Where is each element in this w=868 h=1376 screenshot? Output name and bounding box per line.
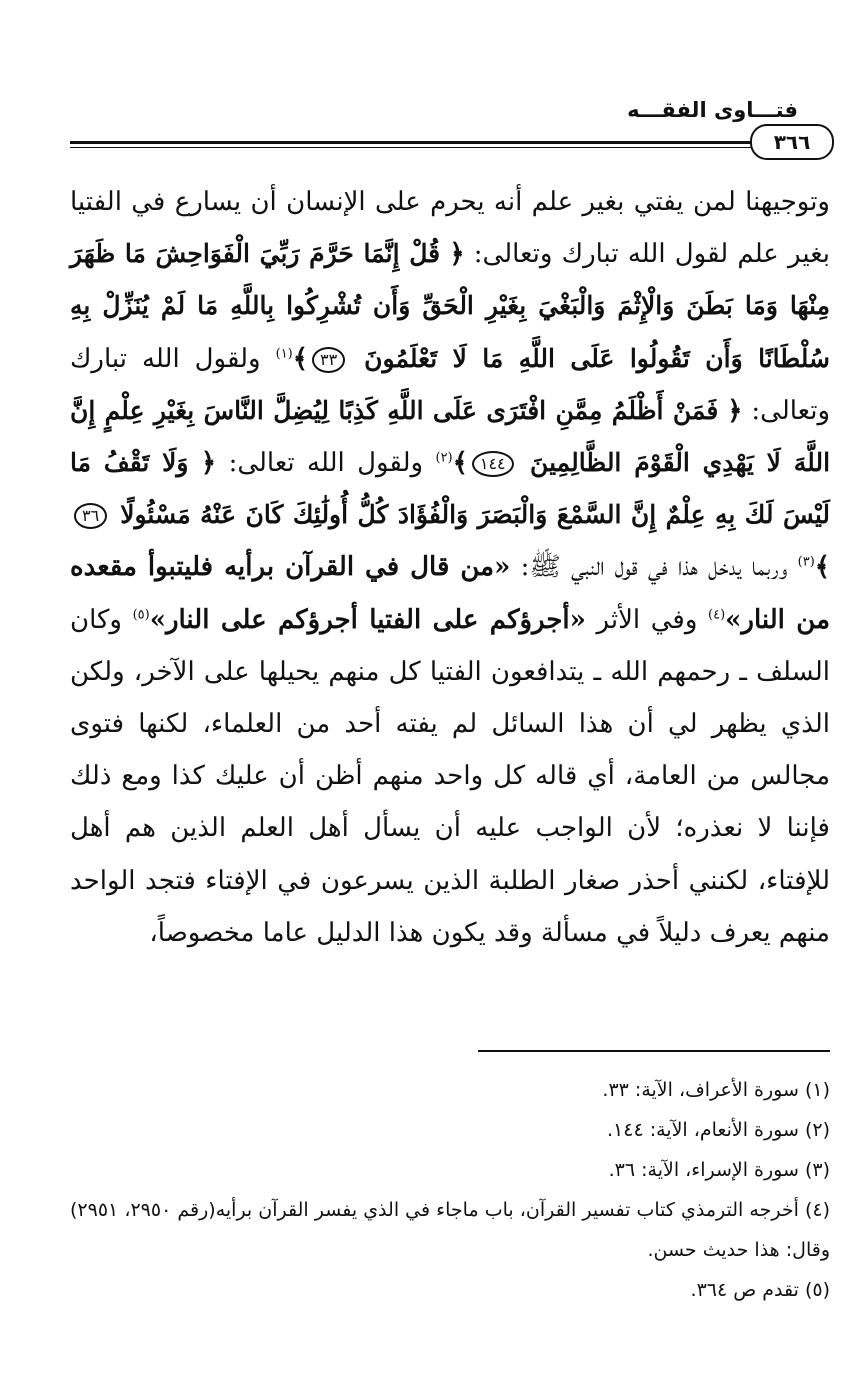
footnote-ref: (٣) [797,554,815,570]
athar-quote: «أجرؤكم على الفتيا أجرؤكم على النار» [149,604,586,635]
ayah-number: ٣٣ [312,347,345,373]
footnote: (١) سورة الأعراف، الآية: ٣٣. [602,1079,830,1101]
quran-verse: فَمَنْ أَظْلَمُ مِمَّنِ افْتَرَى عَلَى اللَّهِ كَذِبًا لِيُضِلَّ النَّاسَ بِغَيْرِ عِلْمٍ إِنَّ اللَّهَ لَا يَهْدِي الْقَوْمَ الظَّالِمِينَ [70,395,831,478]
quran-bracket-open: ﴿ [449,239,465,270]
footnote-ref: (٤) [708,606,726,622]
ayah-number: ١٤٤ [472,451,514,477]
quran-bracket-close: ﴾ [814,552,831,583]
quran-bracket-open: ﴿ [727,395,743,426]
footnote-separator [478,1050,830,1052]
body-text: ولقول الله تعالى: [228,448,424,479]
body-text: وربما يدخل هذا في قول النبي ﷺ: [520,552,788,583]
main-text [70,176,830,959]
footnote: (٣) سورة الإسراء، الآية: ٣٦. [608,1159,830,1181]
quran-bracket-open: ﴿ [200,448,217,479]
intro-text: وتوجيهنا لمن يفتي بغير علم أنه يحرم على الإنسان أن يسارع في الفتيا بغير علم لقول الله تبارك وتعالى: [70,187,831,270]
quran-bracket-close: ﴾ [292,343,308,374]
footnote-ref: (٢) [435,450,453,466]
quran-bracket-close: ﴾ [452,448,468,479]
quran-verse: قُلْ إِنَّمَا حَرَّمَ رَبِّيَ الْفَوَاحِشَ مَا ظَهَرَ مِنْهَا وَمَا بَطَنَ وَالْإِثْمَ وَالْبَغْيَ بِغَيْرِ الْحَقِّ وَأَن تُشْرِكُوا بِاللَّهِ مَا لَمْ يُنَزِّلْ بِهِ سُلْطَانًا وَأَن تَقُولُوا عَلَى اللَّهِ مَا لَا تَعْلَمُونَ [70,239,831,373]
footnote: (٢) سورة الأنعام، الآية: ١٤٤. [607,1119,830,1141]
body-text: ولقول الله تبارك وتعالى: [70,343,831,426]
footnotes [70,1070,830,1310]
ayah-number: ٣٦ [74,503,107,529]
page-number: ٣٦٦ [750,124,834,160]
paragraph [70,176,830,959]
hadith-quote: «من قال في القرآن برأيه فليتبوأ مقعده من النار» [70,552,831,635]
body-text: وكان السلف ـ رحمهم الله ـ يتدافعون الفتيا كل منهم يحيلها على الآخر، ولكن الذي يظهر لي أن هذا السائل لم يفته أحد من العلماء، لكنها فتوى مجالس من العامة، أي قاله كل واحد منهم أظن أن عليك كذا ومع ذلك فإننا لا نعذره؛ لأن الواجب عليه أن يسأل أهل العلم الذين هم أهل للإفتاء، لكنني أحذر صغار الطلبة الذين يسرعون في الإفتاء فتجد الواحد منهم يعرف دليلاً في مسألة وقد يكون هذا الدليل عاما مخصوصاً، [70,604,830,948]
footnote: (٥) تقدم ص ٣٦٤. [690,1279,830,1301]
footnote-ref: (١) [275,345,293,361]
footnote: (٤) أخرجه الترمذي كتاب تفسير القرآن، باب ماجاء في الذي يفسر القرآن برأيه(رقم ٢٩٥٠، ٢٩٥١) وقال: هذا حديث حسن. [70,1199,830,1261]
running-head-title: فتـــاوى الفقـــه [627,98,798,122]
header-rule [70,141,758,144]
footnote-ref: (٥) [132,606,150,622]
body-text: وفي الأثر [596,604,698,635]
quran-verse: وَلَا تَقْفُ مَا لَيْسَ لَكَ بِهِ عِلْمٌ إِنَّ السَّمْعَ وَالْبَصَرَ وَالْفُؤَادَ كُلُّ أُولَٰئِكَ كَانَ عَنْهُ مَسْئُولًا [70,448,831,530]
